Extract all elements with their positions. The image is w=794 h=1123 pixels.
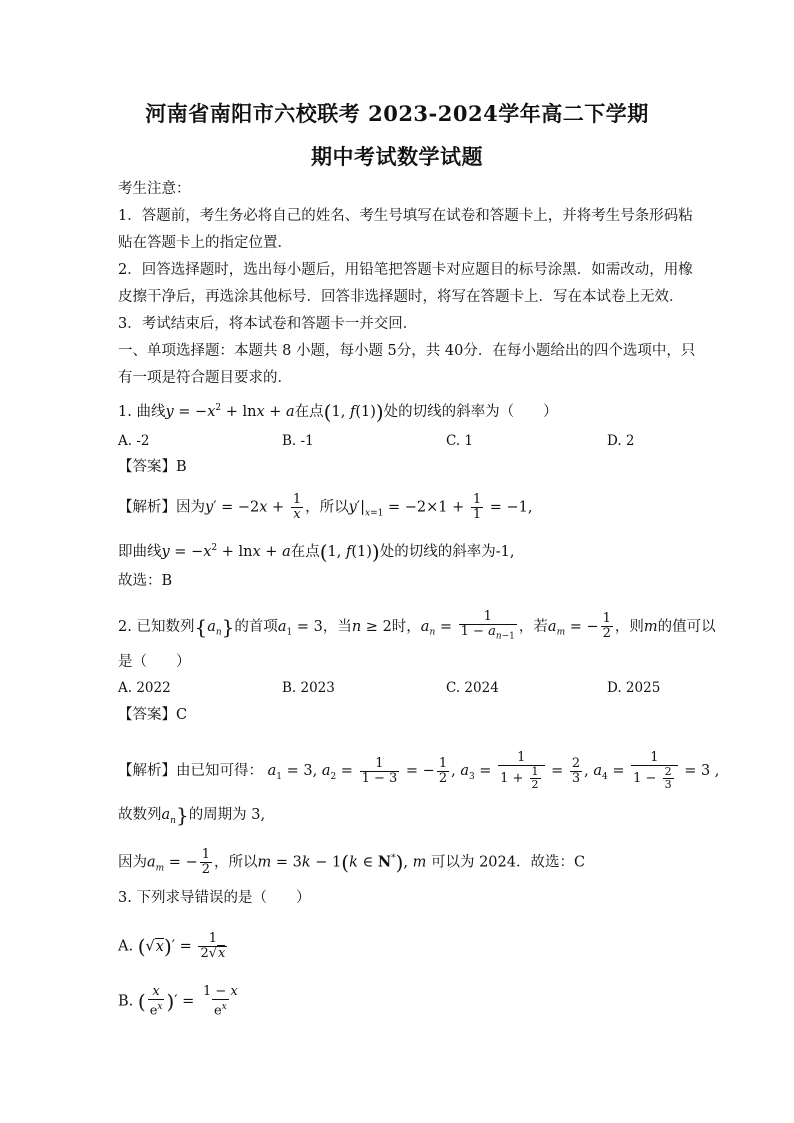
section1-line1: 一、单项选择题：本题共 8 小题，每小题 5分，共 40分．在每小题给出的四个选项中，只 (118, 343, 696, 359)
notice-item2-line2: 皮擦干净后，再选涂其他标号．回答非选择题时，将写在答题卡上．写在本试卷上无效． (118, 289, 684, 305)
q1-option-a: A. -2 (118, 433, 150, 449)
exam-title-line2: 期中考试数学试题 (311, 144, 483, 169)
notice-item1-line2: 贴在答题卡上的指定位置． (118, 235, 292, 251)
q1-option-c: C. 1 (446, 433, 474, 449)
q1-analysis: 【解析】因为y′ = −2x + $\frac{1}{x}$ ，所以$y'|_{x=1} = -2\times 1$ + $\frac{1}{1}$ = −1, (118, 492, 533, 522)
notice-heading: 考生注意： (118, 181, 191, 197)
q3-option-a: A. (√x)′ = $\frac{1}{2√x}$ (118, 931, 226, 961)
q1-option-b: B. -1 (282, 433, 314, 449)
q3-option-b: B. ( $\frac{x}{e^x}$ )′ = $\frac{1 - x}{e^x}$ (118, 984, 238, 1019)
q2-option-d: D. 2025 (607, 680, 661, 696)
q2-period: 故数列$a_n$}的周期为 3, (118, 803, 266, 827)
q3-stem: 3. 下列求导错误的是（ ） (118, 890, 311, 906)
exam-title-line1: 河南省南阳市六校联考 2023-2024学年高二下学期 (145, 101, 649, 126)
q1-slope-statement: 即曲线$y = -x^2 + \ln x + a$在点(1, f(1))处的切线的斜率为-1, (118, 539, 515, 564)
q1-answer: 【答案】B (118, 459, 187, 475)
q2-answer: 【答案】C (118, 707, 188, 723)
q2-option-a: A. 2022 (118, 680, 171, 696)
q1-stem: 1. 曲线$y = -x^2 + \ln x + a$在点(1, f(1))处的切线的斜率为（ ） (118, 399, 558, 424)
q2-stem-line2: 是（ ） (118, 654, 191, 670)
notice-item1-line1: 1．答题前，考生务必将自己的姓名、考生号填写在试卷和答题卡上，并将考生号条形码粘 (118, 208, 693, 224)
notice-item3: 3．考试结束后，将本试卷和答题卡一并交回． (118, 316, 418, 332)
q2-stem: 2. 已知数列$\{a_n\}$的首项$a_1 = 3$，当n ≥ 2时，$a_n$ = $\frac{1}{1 - a_{n-1}}$ ，若$a_m$ = − $\frac{1}{2}$ ，则m的值可以 (118, 609, 716, 642)
notice-item2-line1: 2．回答选择题时，选出每小题后，用铅笔把答题卡对应题目的标号涂黑．如需改动，用橡 (118, 262, 693, 278)
q2-option-b: B. 2023 (282, 680, 335, 696)
q2-conclusion: 因为$a_m$ = − $\frac{1}{2}$ ，所以m = 3k − 1(k ∈ N*), m 可以为 2024．故选：C (118, 847, 586, 877)
q1-option-d: D. 2 (607, 433, 635, 449)
section1-line2: 有一项是符合题目要求的． (118, 370, 292, 386)
q2-analysis: 【解析】由已知可得： $a_1 = 3$, $a_2$ = $\frac{1}{1 - 3}$ = − $\frac{1}{2}$ , $a_3$ = 1 1 + $\frac{1}{2}$ = $\frac{2}{3}$ , $a_4$ = 1 1 − $\frac{2}{3}$ = 3 , (118, 750, 720, 791)
q1-conclusion: 故选：B (118, 573, 173, 589)
q2-option-c: C. 2024 (446, 680, 499, 696)
